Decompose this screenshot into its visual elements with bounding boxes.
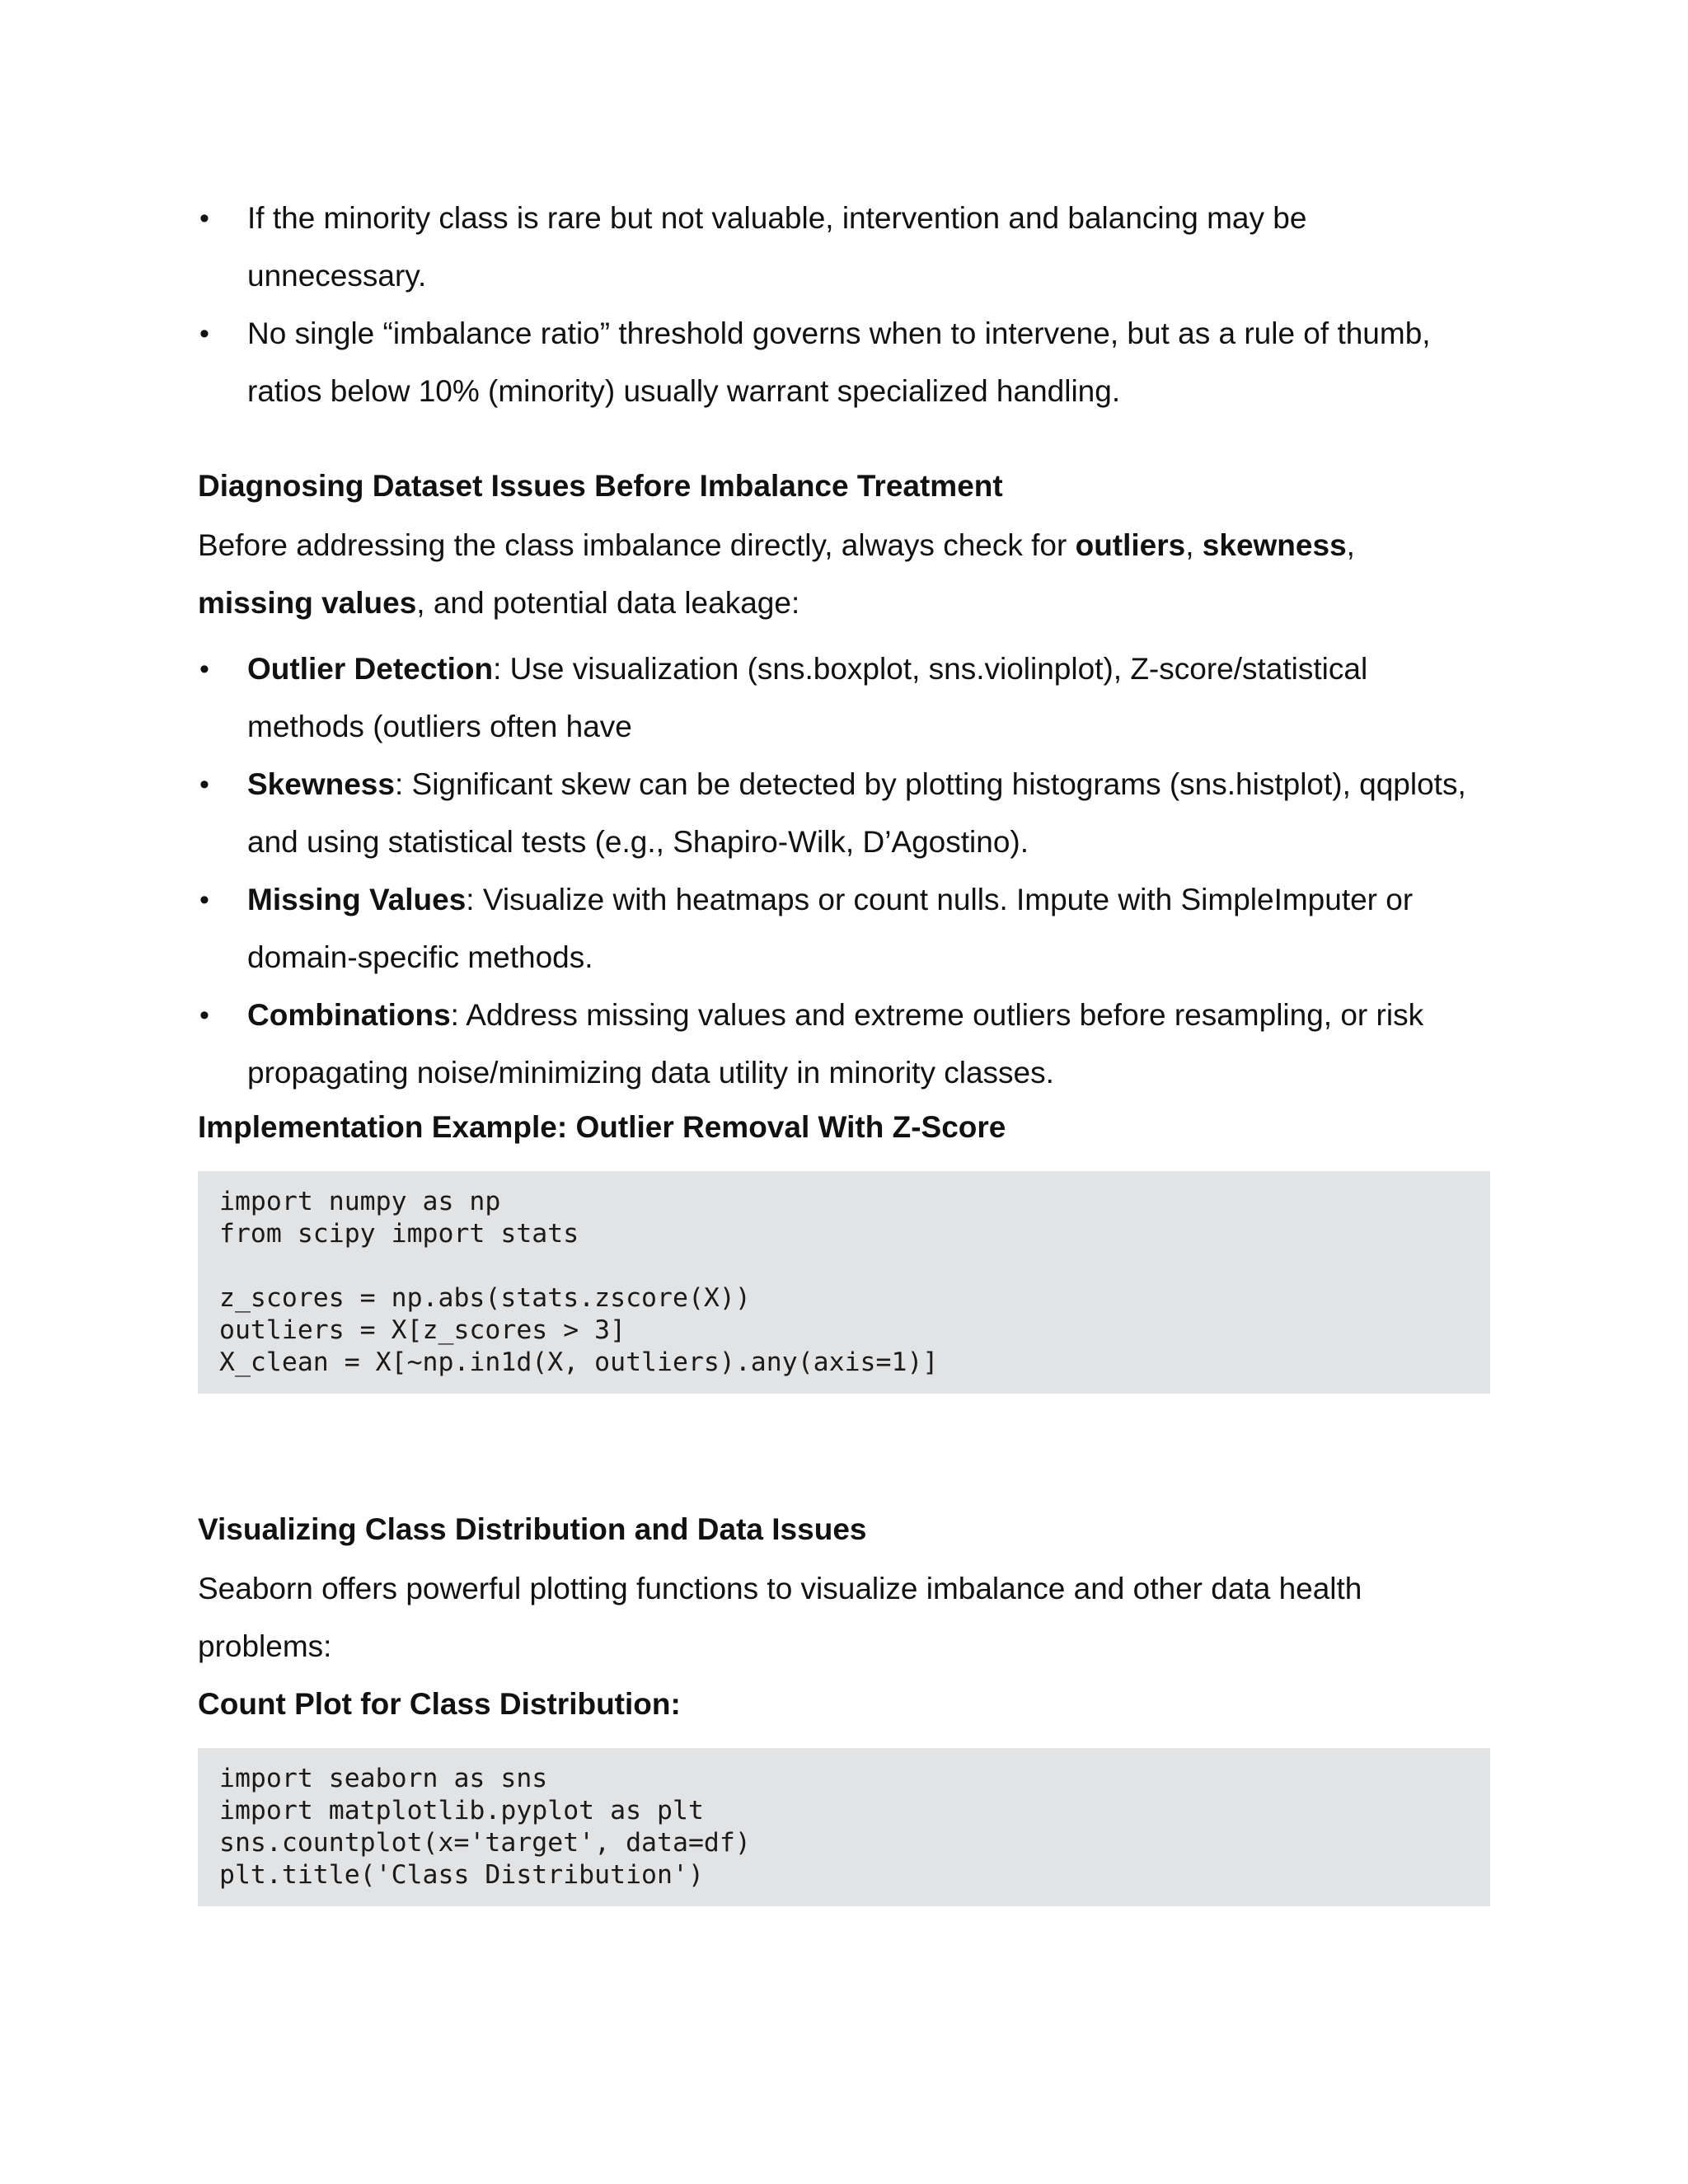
implementation-heading: Implementation Example: Outlier Removal With Z-Score bbox=[198, 1110, 1006, 1144]
intro-text-after: , and potential data leakage: bbox=[416, 586, 800, 620]
bullet-term: Combinations bbox=[247, 998, 451, 1032]
code-line: import numpy as np bbox=[219, 1187, 501, 1216]
list-item bbox=[198, 305, 1490, 420]
visualizing-intro: Seaborn offers powerful plotting functions to visualize imbalance and other data health problems: bbox=[198, 1572, 1362, 1663]
term-missing-values: missing values bbox=[198, 586, 417, 620]
countplot-code-block bbox=[198, 1748, 1490, 1906]
bullet-term: Skewness bbox=[247, 767, 395, 801]
term-skewness: skewness bbox=[1202, 528, 1347, 562]
intro-text-before: Before addressing the class imbalance directly, always check for bbox=[198, 528, 1076, 562]
bullet-text: : Address missing values and extreme outliers before resampling, or risk propagating noise/minimizing data utility in minority classes. bbox=[247, 998, 1424, 1090]
list-item bbox=[198, 756, 1490, 871]
bullet-text: No single “imbalance ratio” threshold governs when to intervene, but as a rule of thumb, ratios below 10% (minority) usually warrant specialized handling. bbox=[247, 316, 1431, 408]
code-line: from scipy import stats bbox=[219, 1219, 579, 1249]
diagnosing-heading: Diagnosing Dataset Issues Before Imbalance Treatment bbox=[198, 469, 1003, 503]
code-line: plt.title('Class Distribution') bbox=[219, 1860, 704, 1890]
code-line bbox=[219, 1250, 1469, 1282]
zscore-code-block bbox=[198, 1171, 1490, 1394]
intro-separator: , bbox=[1346, 528, 1355, 562]
intro-separator: , bbox=[1185, 528, 1203, 562]
document-page bbox=[198, 190, 1490, 1906]
code-line: import matplotlib.pyplot as plt bbox=[219, 1796, 704, 1825]
bullet-text: : Significant skew can be detected by plotting histograms (sns.histplot), qqplots, and using statistical tests (e.g., Shapiro-Wilk, D’Agostino). bbox=[247, 767, 1466, 859]
code-line: sns.countplot(x='target', data=df) bbox=[219, 1828, 751, 1858]
code-line: z_scores = np.abs(stats.zscore(X)) bbox=[219, 1283, 751, 1313]
list-item bbox=[198, 987, 1490, 1102]
code-line: import seaborn as sns bbox=[219, 1764, 548, 1793]
bullet-text: : Visualize with heatmaps or count nulls. Impute with SimpleImputer or domain-specific methods. bbox=[247, 883, 1414, 974]
list-item bbox=[198, 871, 1490, 987]
term-outliers: outliers bbox=[1075, 528, 1186, 562]
bullet-text: : Use visualization (sns.boxplot, sns.violinplot), Z-score/statistical methods (outliers often have bbox=[247, 652, 1368, 743]
diagnosing-intro bbox=[198, 517, 1490, 632]
code-line: outliers = X[z_scores > 3] bbox=[219, 1315, 626, 1345]
countplot-heading: Count Plot for Class Distribution: bbox=[198, 1687, 681, 1721]
intro-bullet-list bbox=[198, 190, 1490, 420]
visualizing-heading: Visualizing Class Distribution and Data Issues bbox=[198, 1512, 867, 1546]
bullet-term: Outlier Detection bbox=[247, 652, 494, 686]
diagnosing-bullet-list bbox=[198, 640, 1490, 1102]
code-line: X_clean = X[~np.in1d(X, outliers).any(axis=1)] bbox=[219, 1347, 939, 1377]
list-item bbox=[198, 640, 1490, 756]
list-item bbox=[198, 190, 1490, 305]
bullet-text: If the minority class is rare but not valuable, intervention and balancing may be unnecessary. bbox=[247, 201, 1307, 293]
bullet-term: Missing Values bbox=[247, 883, 467, 916]
